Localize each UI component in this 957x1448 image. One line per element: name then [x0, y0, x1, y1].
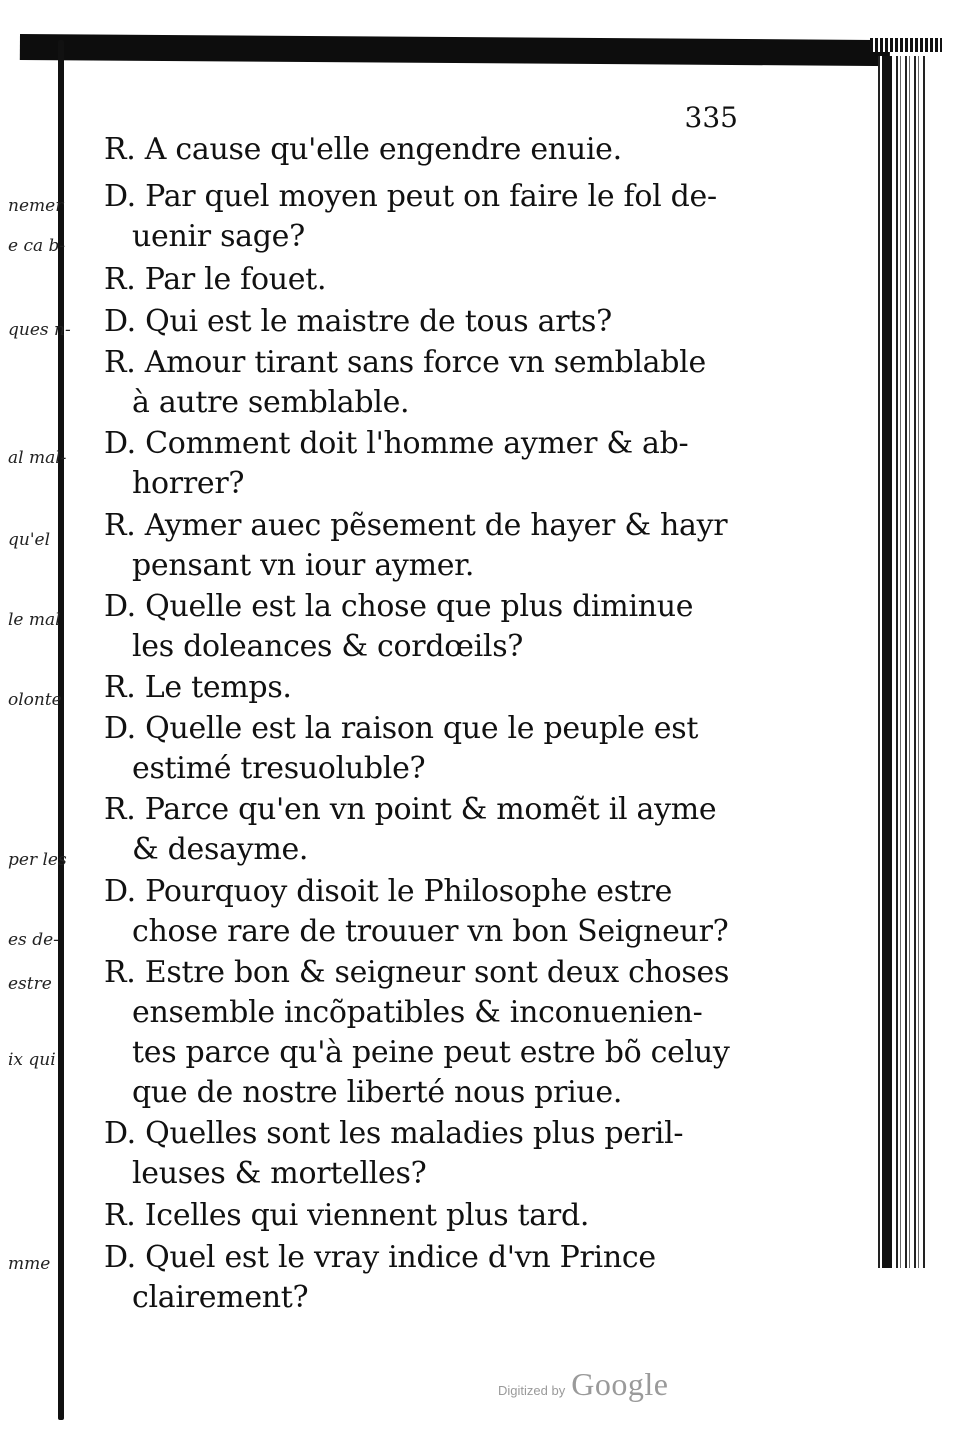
text-line: estimé tresuoluble? [132, 751, 426, 786]
binding-shadow-top [20, 34, 890, 66]
text-line: D. Quelle est la raison que le peuple est [104, 711, 699, 746]
text-line: D. Quelles sont les maladies plus peril- [104, 1116, 684, 1151]
text-line: clairement? [132, 1280, 309, 1315]
text-line: R. Parce qu'en vn point & momẽt il ayme [104, 792, 717, 827]
text-line: à autre semblable. [132, 385, 410, 420]
text-line: les doleances & cordœils? [132, 629, 524, 664]
text-line: ensemble incõpatibles & inconuenien- [132, 995, 703, 1030]
binding-shadow-fragment [870, 38, 942, 52]
text-line: leuses & mortelles? [132, 1156, 427, 1191]
margin-note: ix qui [8, 1050, 56, 1070]
digitized-watermark [498, 1366, 698, 1406]
text-line: R. Amour tirant sans force vn semblable [104, 345, 706, 380]
text-line: tes parce qu'à peine peut estre bõ celuy [132, 1035, 730, 1070]
text-line: horrer? [132, 466, 245, 501]
text-line: R. Le temps. [104, 670, 292, 705]
text-line: & desayme. [132, 832, 309, 867]
page-number: 335 [684, 101, 738, 134]
text-line: D. Par quel moyen peut on faire le fol de- [104, 179, 717, 214]
margin-note: mme [8, 1254, 51, 1274]
margin-note: le mal [8, 610, 61, 630]
text-line: R. Aymer auec pẽsement de hayer & hayr [104, 508, 728, 543]
text-line: D. Quel est le vray indice d'vn Prince [104, 1240, 656, 1275]
margin-note: ques n- [8, 320, 71, 340]
text-line: R. Estre bon & seigneur sont deux choses [104, 955, 730, 990]
text-line: D. Pourquoy disoit le Philosophe estre [104, 874, 673, 909]
google-logo: Google [571, 1366, 669, 1402]
page-edge-line [882, 56, 892, 1268]
text-line: R. Icelles qui viennent plus tard. [104, 1198, 590, 1233]
margin-note: es de- [8, 930, 59, 950]
text-line: chose rare de trouuer vn bon Seigneur? [132, 914, 729, 949]
text-line: R. Par le fouet. [104, 262, 327, 297]
margin-note: qu'el [8, 530, 51, 550]
text-line: D. Quelle est la chose que plus diminue [104, 589, 694, 624]
text-line: que de nostre liberté nous priue. [132, 1075, 623, 1110]
text-line: R. A cause qu'elle engendre enuie. [104, 132, 622, 167]
digitized-label: Digitized by [498, 1383, 566, 1398]
text-line: D. Comment doit l'homme aymer & ab- [104, 426, 689, 461]
text-line: pensant vn iour aymer. [132, 548, 475, 583]
margin-note: olonte [8, 690, 62, 710]
margin-note: al mal- [8, 448, 67, 468]
margin-note: estre [8, 974, 52, 994]
text-line: uenir sage? [132, 219, 305, 254]
text-line: D. Qui est le maistre de tous arts? [104, 304, 612, 339]
margin-note: nemer [8, 196, 64, 216]
margin-note: e ca b- [8, 236, 66, 256]
margin-note: per les [8, 850, 67, 870]
